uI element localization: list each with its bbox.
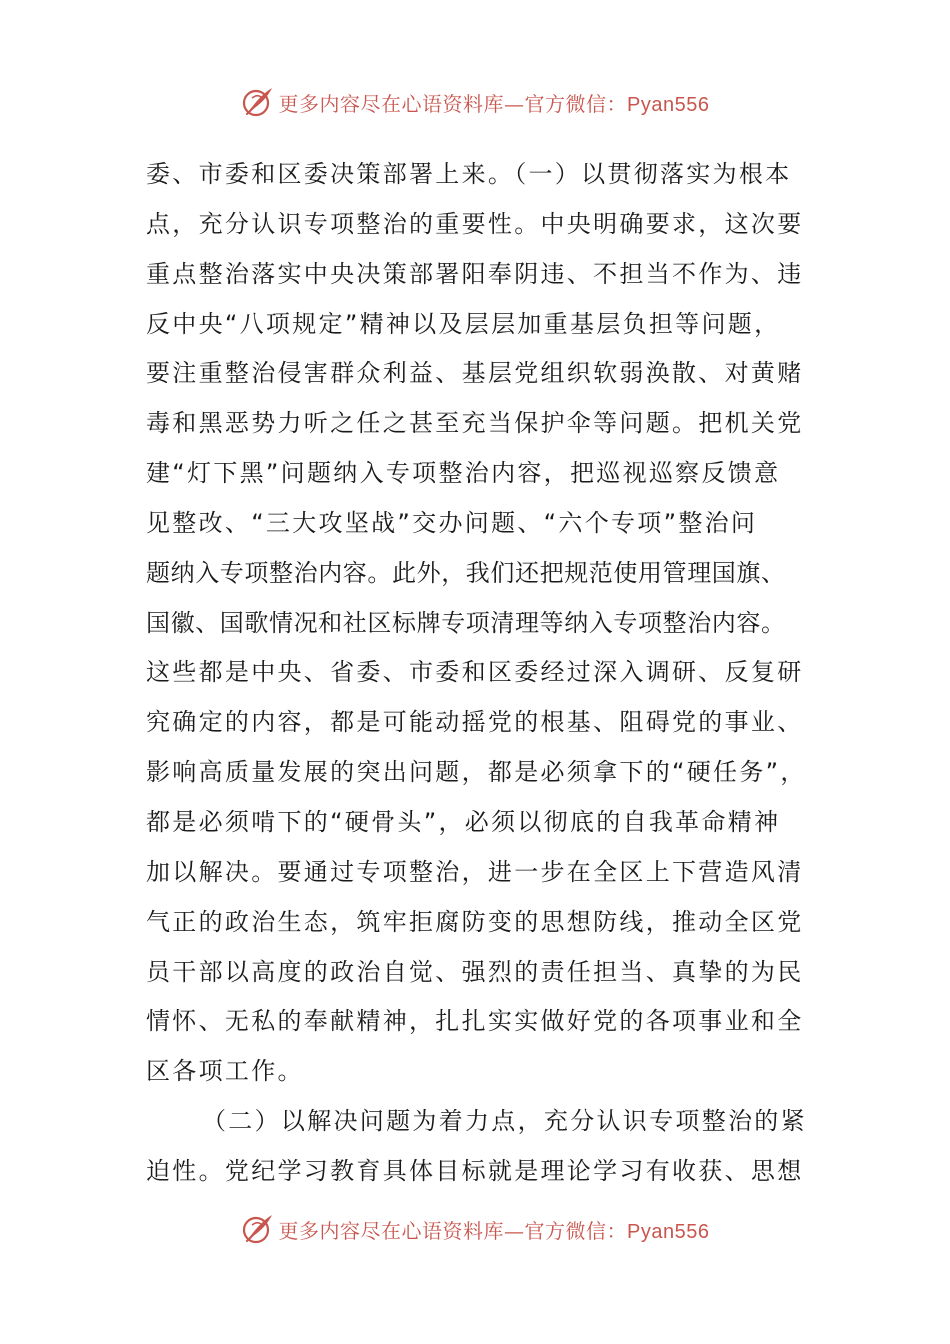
document-body: [146, 150, 806, 1197]
body-line: 建“灯下黑”问题纳入专项整治内容，把巡视巡察反馈意: [146, 459, 781, 488]
paragraph-heading-line: （二）以解决问题为着力点，充分认识专项整治的紧: [202, 1107, 807, 1136]
body-line: 员干部以高度的政治自觉、强烈的责任担当、真挚的为民: [146, 957, 804, 986]
footer-watermark-text: 更多内容尽在心语资料库—官方微信：Pyan556: [278, 1218, 710, 1243]
body-line: 情怀、无私的奉献精神，扎扎实实做好党的各项事业和全: [146, 1007, 804, 1036]
body-line: 迫性。党纪学习教育具体目标就是理论学习有收获、思想: [146, 1156, 804, 1185]
body-line: 委、市委和区委决策部署上来。（一）以贯彻落实为根本: [146, 160, 792, 188]
body-line: 区各项工作。: [146, 1057, 304, 1086]
header-watermark-text: 更多内容尽在心语资料库—官方微信：Pyan556: [278, 91, 710, 116]
body-line: 题纳入专项整治内容。此外，我们还把规范使用管理国旗、: [146, 558, 786, 587]
header-watermark: [0, 82, 950, 122]
body-line: 点，充分认识专项整治的重要性。中央明确要求，这次要: [146, 209, 804, 238]
body-line: 影响高质量发展的突出问题，都是必须拿下的“硬任务”，: [146, 758, 807, 787]
quill-logo-icon: [241, 1212, 275, 1246]
body-line: 要注重整治侵害群众利益、基层党组织软弱涣散、对黄赌: [146, 359, 804, 388]
body-line: 究确定的内容，都是可能动摇党的根基、阻碍党的事业、: [146, 708, 804, 737]
header-wechat-id: Pyan556: [627, 93, 710, 116]
body-line: 气正的政治生态，筑牢拒腐防变的思想防线，推动全区党: [146, 907, 804, 936]
body-line: 见整改、“三大攻坚战”交办问题、“六个专项”整治问: [146, 508, 758, 537]
body-line: 毒和黑恶势力听之任之甚至充当保护伞等问题。把机关党: [146, 409, 804, 438]
footer-wechat-id: Pyan556: [627, 1220, 710, 1243]
body-line: 国徽、国歌情况和社区标牌专项清理等纳入专项整治内容。: [146, 608, 786, 637]
body-line: 这些都是中央、省委、市委和区委经过深入调研、反复研: [146, 658, 804, 687]
quill-logo-icon: [241, 85, 275, 119]
body-line: 加以解决。要通过专项整治，进一步在全区上下营造风清: [146, 857, 804, 886]
body-line: 都是必须啃下的“硬骨头”，必须以彻底的自我革命精神: [146, 807, 781, 836]
body-line: 反中央“八项规定”精神以及层层加重基层负担等问题，: [146, 309, 781, 338]
footer-watermark: [0, 1209, 950, 1249]
body-line: 重点整治落实中央决策部署阳奉阴违、不担当不作为、违: [146, 259, 804, 288]
